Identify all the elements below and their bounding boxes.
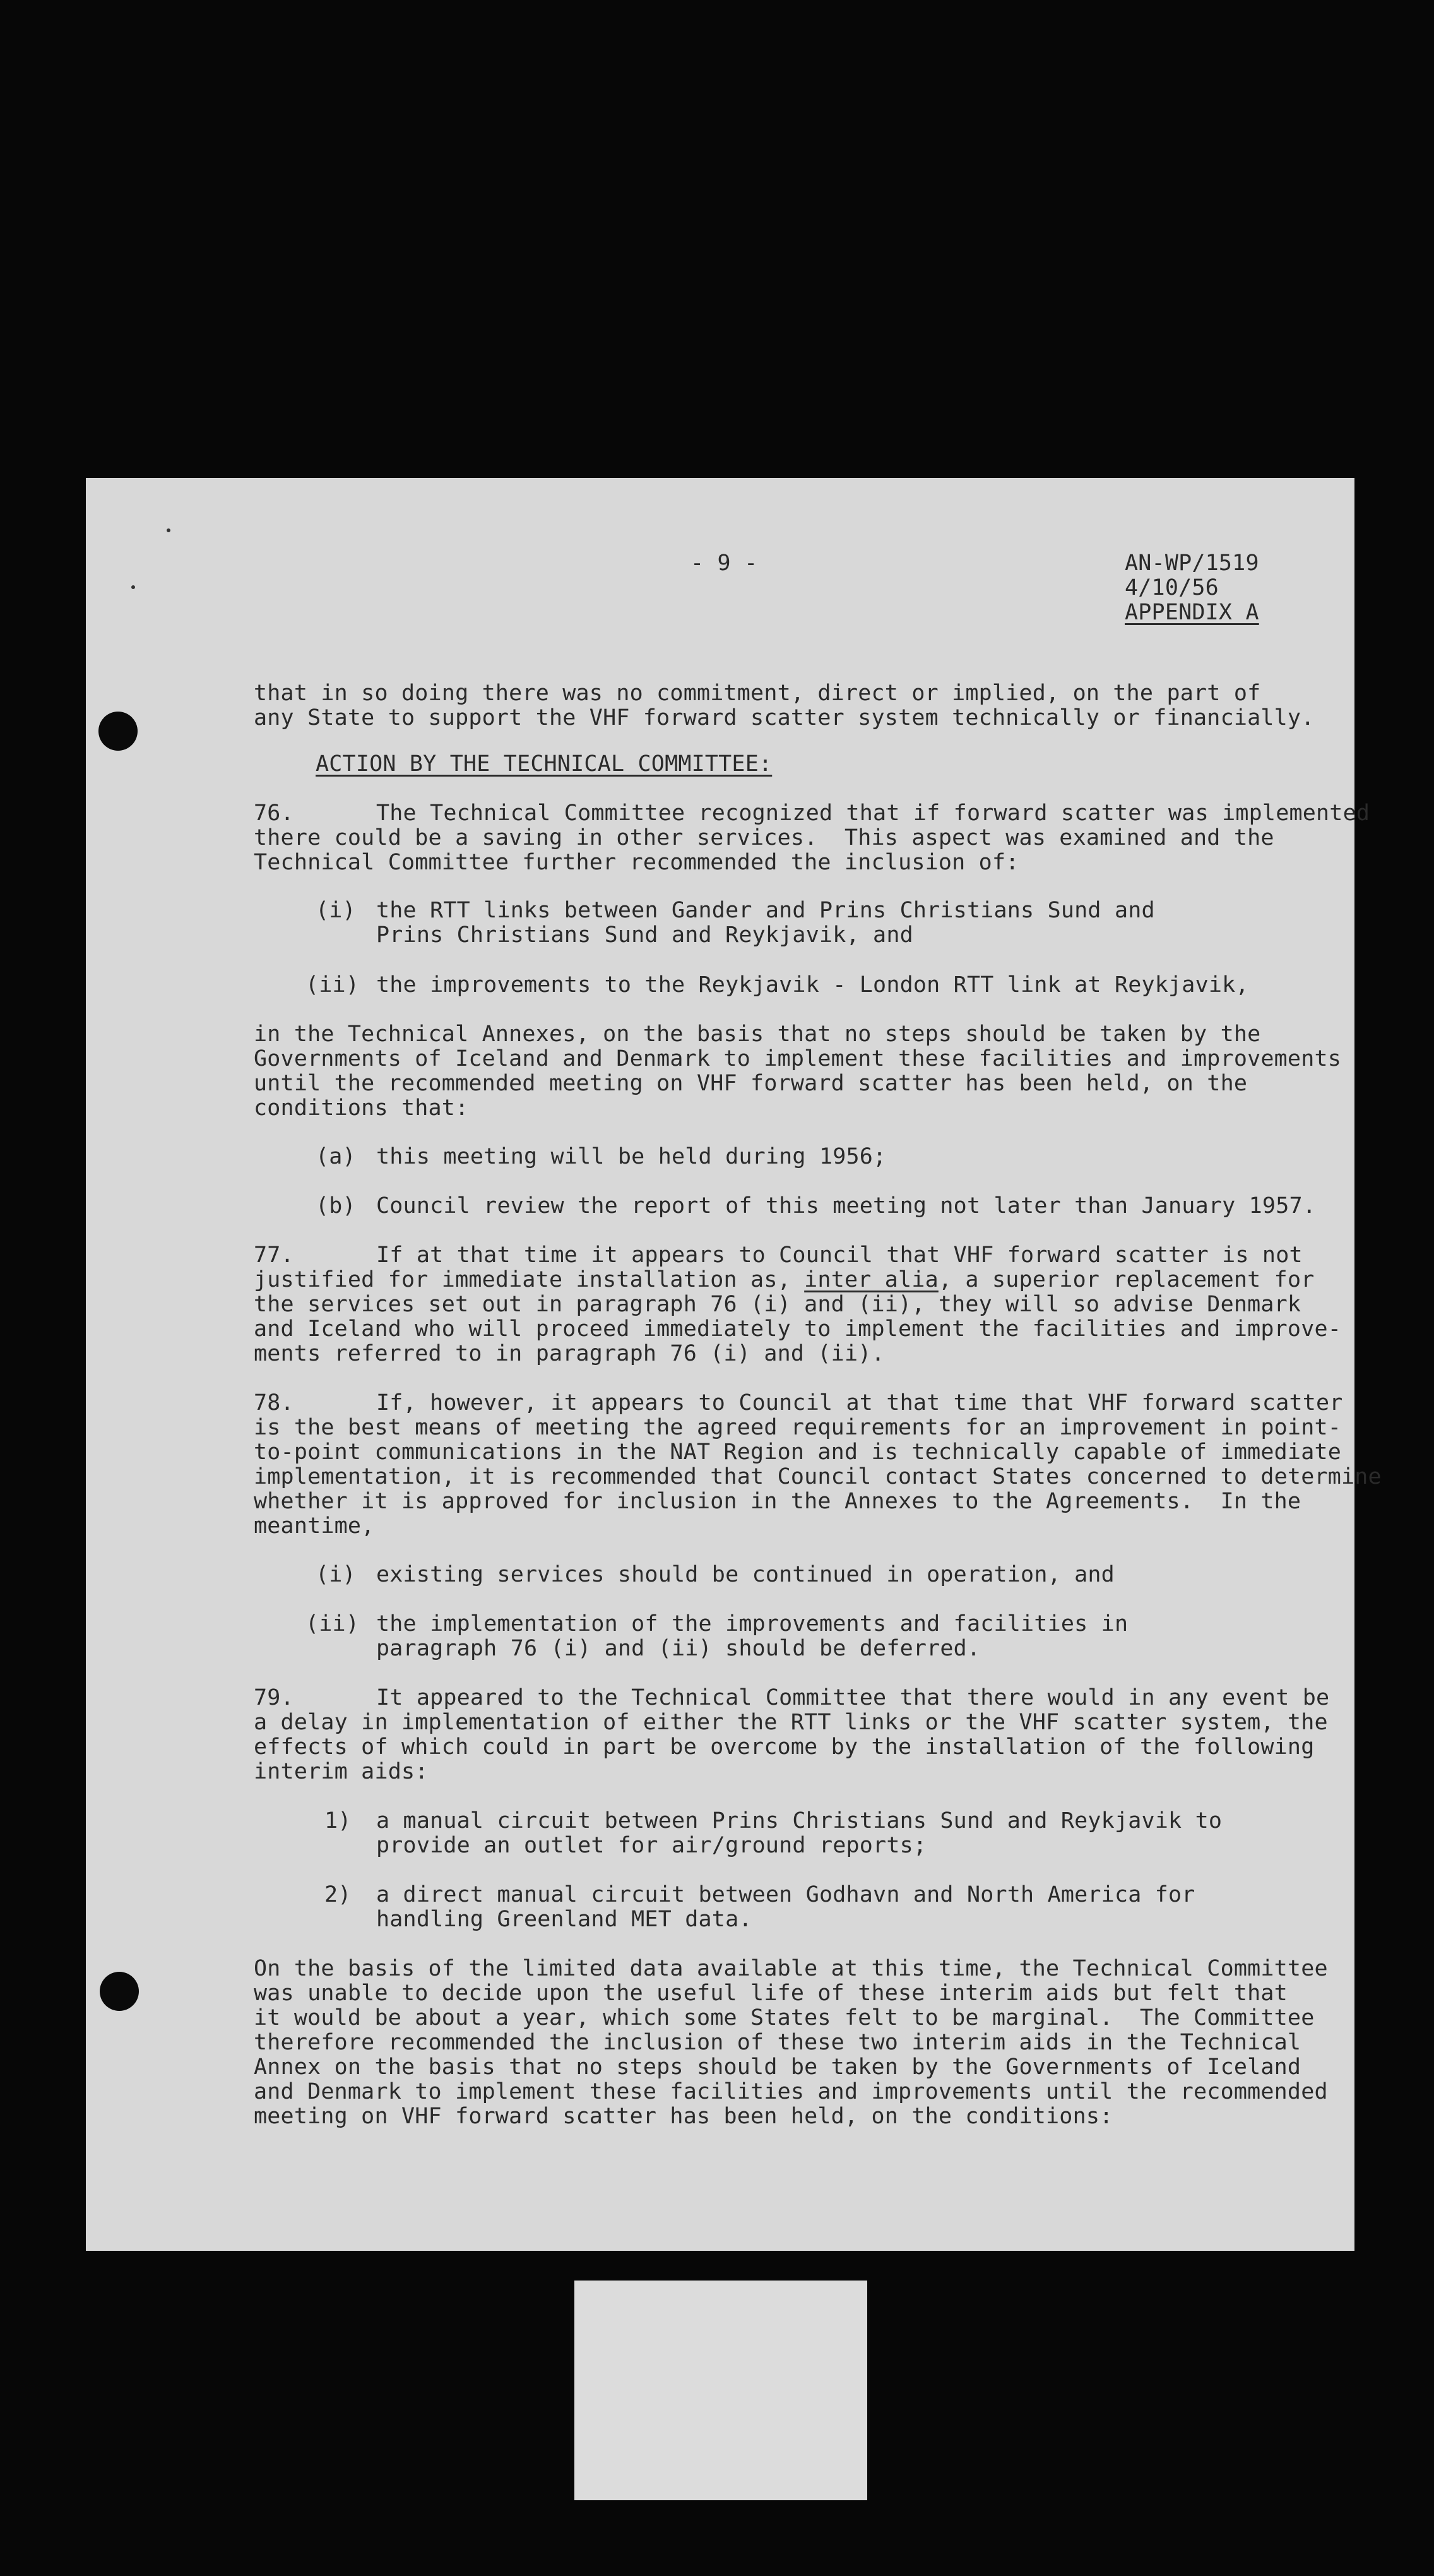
condition-text: Council review the report of this meeting not later than January 1957. <box>376 1193 1317 1219</box>
paragraph-text-segment: justified for immediate installation as, <box>254 1267 805 1292</box>
paragraph-text: interim aids: <box>254 1759 429 1784</box>
document-reference: AN-WP/1519 <box>1125 551 1259 576</box>
item-label: (i) <box>316 1562 356 1587</box>
section-heading: ACTION BY THE TECHNICAL COMMITTEE: <box>316 751 773 777</box>
item-label: (ii) <box>305 972 360 998</box>
paragraph-text: It appeared to the Technical Committee that there would in any event be <box>376 1685 1330 1710</box>
item-text: a manual circuit between Prins Christians Sund and Reykjavik to <box>376 1808 1223 1834</box>
item-text: the implementation of the improvements and facilities in <box>376 1611 1129 1637</box>
item-label: 1) <box>324 1808 352 1834</box>
item-text: existing services should be continued in operation, and <box>376 1562 1115 1587</box>
paragraph-text: effects of which could in part be overcome by the installation of the following <box>254 1734 1315 1760</box>
item-text: handling Greenland MET data. <box>376 1907 752 1932</box>
paper-speck <box>167 528 170 532</box>
paragraph-text: implementation, it is recommended that Council contact States concerned to determine <box>254 1464 1382 1489</box>
item-text: provide an outlet for air/ground reports; <box>376 1833 927 1858</box>
blank-target-card <box>574 2281 867 2500</box>
paragraph-text: Technical Committee further recommended the inclusion of: <box>254 850 1019 875</box>
paragraph-text: a delay in implementation of either the RTT links or the VHF scatter system, the <box>254 1710 1328 1735</box>
paragraph-text: in the Technical Annexes, on the basis that no steps should be taken by the <box>254 1022 1261 1047</box>
item-text: the RTT links between Gander and Prins Christians Sund and <box>376 898 1155 923</box>
paragraph-text: there could be a saving in other services. This aspect was examined and the <box>254 825 1274 850</box>
paragraph-number: 77. <box>254 1243 294 1268</box>
condition-label: (b) <box>316 1193 356 1219</box>
paragraph-text-segment: , a superior replacement for <box>938 1267 1315 1292</box>
item-text: a direct manual circuit between Godhavn and North America for <box>376 1882 1195 1907</box>
paragraph-text: it would be about a year, which some States felt to be marginal. The Committee <box>254 2005 1315 2030</box>
intro-line: any State to support the VHF forward scatter system technically or financially. <box>254 705 1315 730</box>
paragraph-number: 78. <box>254 1390 294 1416</box>
item-label: (ii) <box>305 1611 360 1637</box>
item-label: 2) <box>324 1882 352 1907</box>
condition-text: this meeting will be held during 1956; <box>376 1144 887 1169</box>
condition-label: (a) <box>316 1144 356 1169</box>
paragraph-text: If, however, it appears to Council at that time that VHF forward scatter <box>376 1390 1343 1416</box>
paragraph-number: 76. <box>254 801 294 826</box>
paper-speck <box>131 585 135 589</box>
document-page <box>86 478 1382 2251</box>
paragraph-text: ments referred to in paragraph 76 (i) and (ii). <box>254 1341 885 1366</box>
intro-line: that in so doing there was no commitment, direct or implied, on the part of <box>254 681 1261 706</box>
paragraph-text: to-point communications in the NAT Region and is technically capable of immediate <box>254 1440 1342 1465</box>
appendix-label: APPENDIX A <box>1125 600 1259 625</box>
paragraph-text: Annex on the basis that no steps should be taken by the Governments of Iceland <box>254 2054 1301 2080</box>
item-label: (i) <box>316 898 356 923</box>
paragraph-text: the services set out in paragraph 76 (i) and (ii), they will so advise Denmark <box>254 1292 1301 1317</box>
paragraph-text: On the basis of the limited data available at this time, the Technical Committee <box>254 1956 1328 1981</box>
punch-hole-top <box>98 712 138 751</box>
paragraph-text: meantime, <box>254 1513 375 1539</box>
punch-hole-bottom <box>100 1972 139 2011</box>
page-number: - 9 - <box>690 551 758 576</box>
document-date: 4/10/56 <box>1125 575 1219 600</box>
paragraph-text: Governments of Iceland and Denmark to implement these facilities and improvements <box>254 1046 1342 1071</box>
paragraph-text: is the best means of meeting the agreed requirements for an improvement in point- <box>254 1415 1342 1440</box>
paragraph-text: meeting on VHF forward scatter has been held, on the conditions: <box>254 2104 1113 2129</box>
paragraph-number: 79. <box>254 1685 294 1710</box>
paragraph-text: and Iceland who will proceed immediately to implement the facilities and improve- <box>254 1316 1342 1342</box>
paragraph-text: The Technical Committee recognized that if forward scatter was implemented <box>376 801 1370 826</box>
item-text: the improvements to the Reykjavik - London RTT link at Reykjavik, <box>376 972 1249 998</box>
paragraph-text: If at that time it appears to Council that VHF forward scatter is not <box>376 1243 1303 1268</box>
paragraph-text: and Denmark to implement these facilities and improvements until the recommended <box>254 2079 1328 2104</box>
paragraph-text: was unable to decide upon the useful life of these interim aids but felt that <box>254 1981 1288 2006</box>
item-text: Prins Christians Sund and Reykjavik, and <box>376 922 913 948</box>
paragraph-text <box>254 1268 1315 1292</box>
paragraph-text: conditions that: <box>254 1095 469 1121</box>
item-text: paragraph 76 (i) and (ii) should be deferred. <box>376 1636 981 1661</box>
paragraph-text: until the recommended meeting on VHF forward scatter has been held, on the <box>254 1071 1248 1096</box>
paragraph-text: therefore recommended the inclusion of these two interim aids in the Technical <box>254 2030 1301 2055</box>
latin-phrase-underlined: inter alia <box>804 1267 939 1292</box>
paragraph-text: whether it is approved for inclusion in the Annexes to the Agreements. In the <box>254 1489 1301 1514</box>
